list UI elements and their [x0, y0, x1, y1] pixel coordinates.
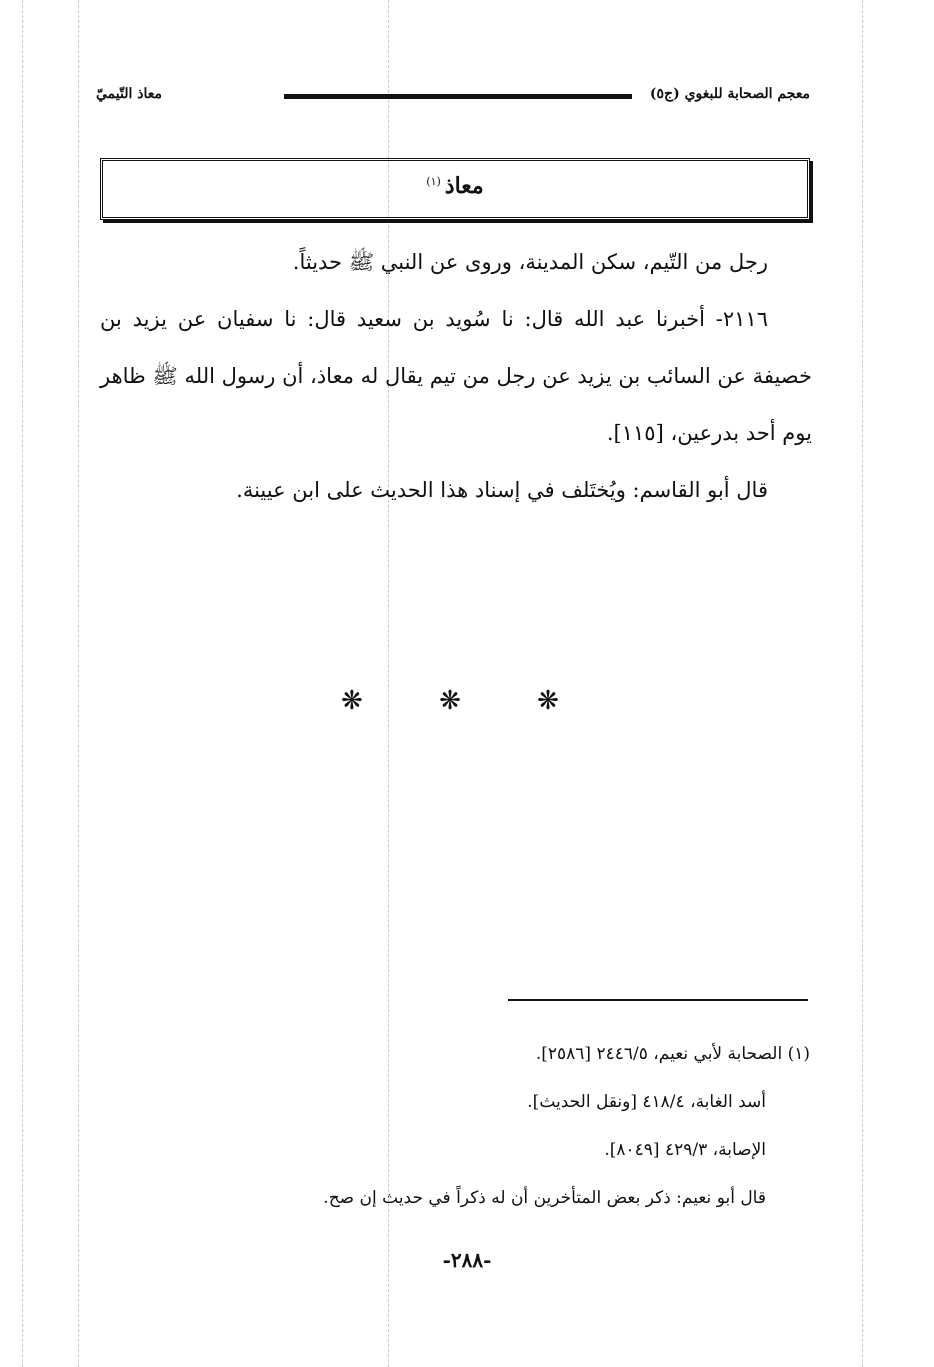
page-number: -٢٨٨- — [442, 1248, 492, 1272]
footnotes — [100, 1030, 810, 1222]
entry-name: معاذ التّيميّ — [96, 86, 162, 102]
footnote-item: أسد الغابة، ٤١٨/٤ [ونقل الحديث]. — [527, 1092, 766, 1112]
footnote-item: قال أبو نعيم: ذكر بعض المتأخرين أن له ذكراً في حديث إن صح. — [323, 1188, 766, 1208]
scan-guide-line — [78, 0, 79, 1367]
scan-guide-line — [862, 0, 863, 1367]
section-separator: ❋ ❋ ❋ — [341, 686, 593, 716]
entry-body — [100, 234, 812, 519]
entry-title-box — [100, 158, 810, 220]
footnote-item: (١) الصحابة لأبي نعيم، ٢٤٤٦/٥ [٢٥٨٦]. — [535, 1044, 810, 1064]
page-header — [96, 86, 810, 112]
paragraph-comment: قال أبو القاسم: ويُختَلف في إسناد هذا الحديث على ابن عيينة. — [236, 478, 768, 502]
paragraph-hadith: ٢١١٦- أخبرنا عبد الله قال: نا سُويد بن سعيد قال: نا سفيان عن يزيد بن خصيفة عن السائب بن يزيد عن رجل من تيم يقال له معاذ، أن رسول الله ﷺ ظاهر يوم أحد بدرعين، [١١٥]. — [99, 307, 812, 445]
scan-guide-line — [22, 0, 23, 1367]
entry-title — [103, 173, 807, 199]
footnote-ref: (١) — [426, 174, 441, 188]
footnote-rule — [508, 999, 808, 1001]
paragraph-intro: رجل من التّيم، سكن المدينة، وروى عن النبي ﷺ حديثاً. — [292, 250, 768, 274]
running-title: معجم الصحابة للبغوي (ج٥) — [649, 86, 810, 102]
header-rule — [284, 94, 632, 99]
footnote-item: الإصابة، ٤٢٩/٣ [٨٠٤٩]. — [604, 1140, 766, 1160]
entry-title-text: معاذ — [444, 173, 484, 199]
